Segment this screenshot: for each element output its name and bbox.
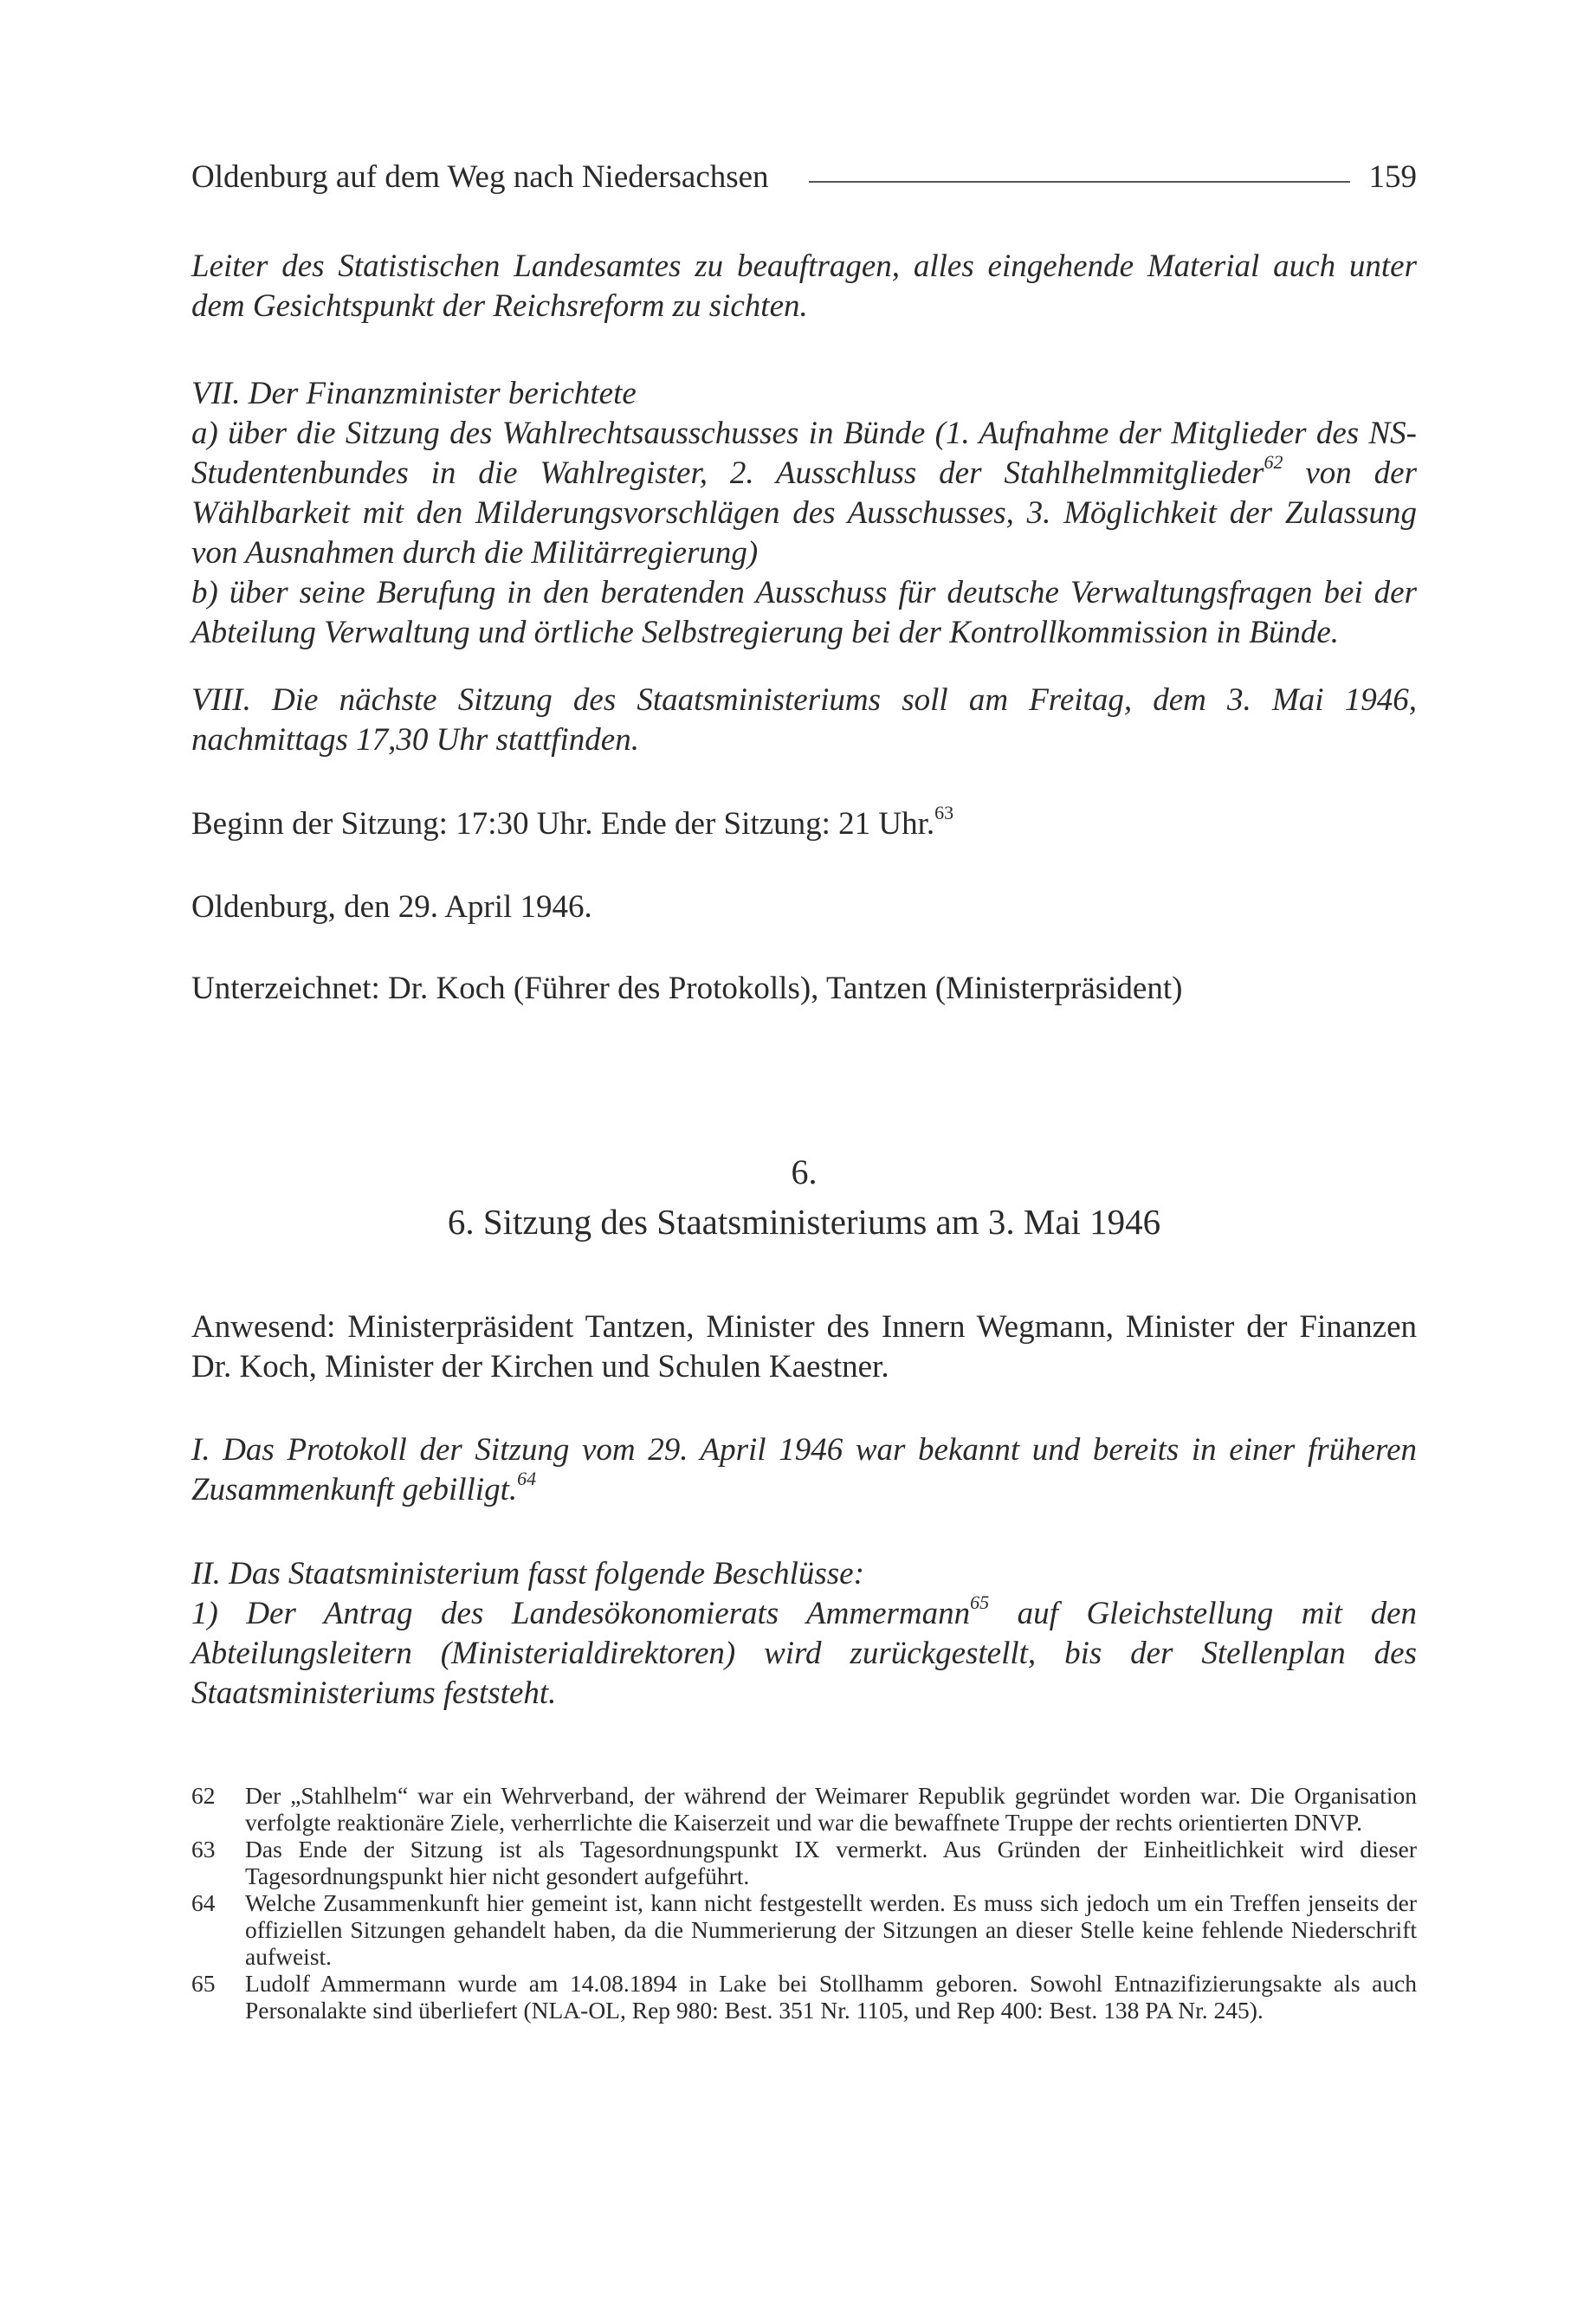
footnote-62 [191, 1782, 1417, 1836]
signature-line: Unterzeichnet: Dr. Koch (Führer des Protokolls), Tantzen (Ministerpräsident) [191, 971, 1183, 1006]
footnote-text: Ludolf Ammermann wurde am 14.08.1894 in Lake bei Stollhamm geboren. Sowohl Entnazifizierungsakte als auch Personalakte sind überliefert (NLA-OL, Rep 980: Best. 351 Nr. 1105, und Rep 400: Best. 138 PA Nr. 245). [245, 1970, 1417, 2024]
header-rule [809, 181, 1350, 183]
session-times-text: Beginn der Sitzung: 17:30 Uhr. Ende der Sitzung: 21 Uhr. [191, 806, 935, 842]
item-vii [191, 374, 1417, 653]
place-date: Oldenburg, den 29. April 1946. [191, 889, 592, 925]
item-ii-resolution-1 [191, 1591, 1417, 1714]
section-title: 6. Sitzung des Staatsministeriums am 3. Mai 1946 [447, 1202, 1161, 1242]
footnote-64 [191, 1889, 1417, 1970]
running-title: Oldenburg auf dem Weg nach Niedersachsen [191, 159, 769, 195]
resolution-1-text: 1) Der Antrag des Landesökonomierats Ammermann [191, 1596, 971, 1631]
item-vii-a-text: a) über die Sitzung des Wahlrechtsausschusses in Bünde (1. Aufnahme der Mitglieder des NS-Studentenbundes in die Wahlregister, 2. Ausschluss der Stahlhelmmitglieder [191, 416, 1417, 491]
item-ii-intro: II. Das Staatsministerium fasst folgende Beschlüsse: [191, 1556, 864, 1591]
resolution-1-text-cont: auf Gleichstellung mit den Abteilungsleitern (Ministerialdirektoren) wird zurückgestellt, bis der Stellenplan des Staatsministeriums feststeht. [191, 1596, 1417, 1711]
page-number: 159 [1368, 159, 1417, 195]
footnote-ref-64[interactable]: 64 [517, 1467, 537, 1489]
item-vii-a [191, 414, 1417, 573]
footnote-text: Der „Stahlhelm“ war ein Wehrverband, der während der Weimarer Republik gegründet worden war. Die Organisation verfolgte reaktionäre Ziele, verherrlichte die Kaiserzeit und war die bewaffnete Truppe der rechts orientierten DNVP. [245, 1782, 1417, 1836]
item-i [191, 1430, 1417, 1510]
footnote-ref-63[interactable]: 63 [934, 801, 954, 823]
item-ii [191, 1554, 1417, 1714]
footnote-number: 63 [191, 1836, 216, 1862]
footnote-number: 64 [191, 1889, 216, 1916]
section-number: 6. [791, 1152, 818, 1191]
footnote-number: 62 [191, 1782, 216, 1809]
footnote-65 [191, 1970, 1417, 2024]
item-vii-a-text-cont: von der Wählbarkeit mit den Milderungsvorschlägen des Ausschusses, 3. Möglichkeit der Zulassung von Ausnahmen durch die Militärregierung) [191, 455, 1417, 571]
item-vii-b: b) über seine Berufung in den beratenden Ausschuss für deutsche Verwaltungsfragen bei der Abteilung Verwaltung und örtliche Selbstregierung bei der Kontrollkommission in Bünde. [191, 575, 1417, 650]
footnote-63 [191, 1836, 1417, 1889]
footnote-ref-62[interactable]: 62 [1264, 450, 1283, 473]
item-viii: VIII. Die nächste Sitzung des Staatsministeriums soll am Freitag, dem 3. Mai 1946, nachmittags 17,30 Uhr stattfinden. [191, 682, 1417, 758]
item-i-text: I. Das Protokoll der Sitzung vom 29. April 1946 war bekannt und bereits in einer früheren Zusammenkunft gebilligt. [191, 1432, 1417, 1507]
footnote-ref-65[interactable]: 65 [970, 1591, 990, 1613]
session-times [191, 801, 1417, 844]
footnote-number: 65 [191, 1970, 216, 1997]
continued-paragraph: Leiter des Statistischen Landesamtes zu beauftragen, alles eingehende Material auch unter dem Gesichtspunkt der Reichsreform zu sichten. [191, 249, 1417, 324]
attendees: Anwesend: Ministerpräsident Tantzen, Minister des Innern Wegmann, Minister der Finanzen Dr. Koch, Minister der Kirchen und Schulen Kaestner. [191, 1309, 1417, 1385]
footnotes [191, 1782, 1417, 2024]
footnote-text: Das Ende der Sitzung ist als Tagesordnungspunkt IX vermerkt. Aus Gründen der Einheitlichkeit wird dieser Tagesordnungspunkt hier nicht gesondert aufgeführt. [245, 1836, 1417, 1889]
footnote-text: Welche Zusammenkunft hier gemeint ist, kann nicht festgestellt werden. Es muss sich jedoch um ein Treffen jenseits der offiziellen Sitzungen gehandelt haben, da die Nummerierung der Sitzungen an dieser Stelle keine fehlende Niederschrift aufweist. [245, 1889, 1417, 1970]
item-vii-intro: VII. Der Finanzminister berichtete [191, 376, 637, 411]
running-header [191, 158, 1417, 202]
